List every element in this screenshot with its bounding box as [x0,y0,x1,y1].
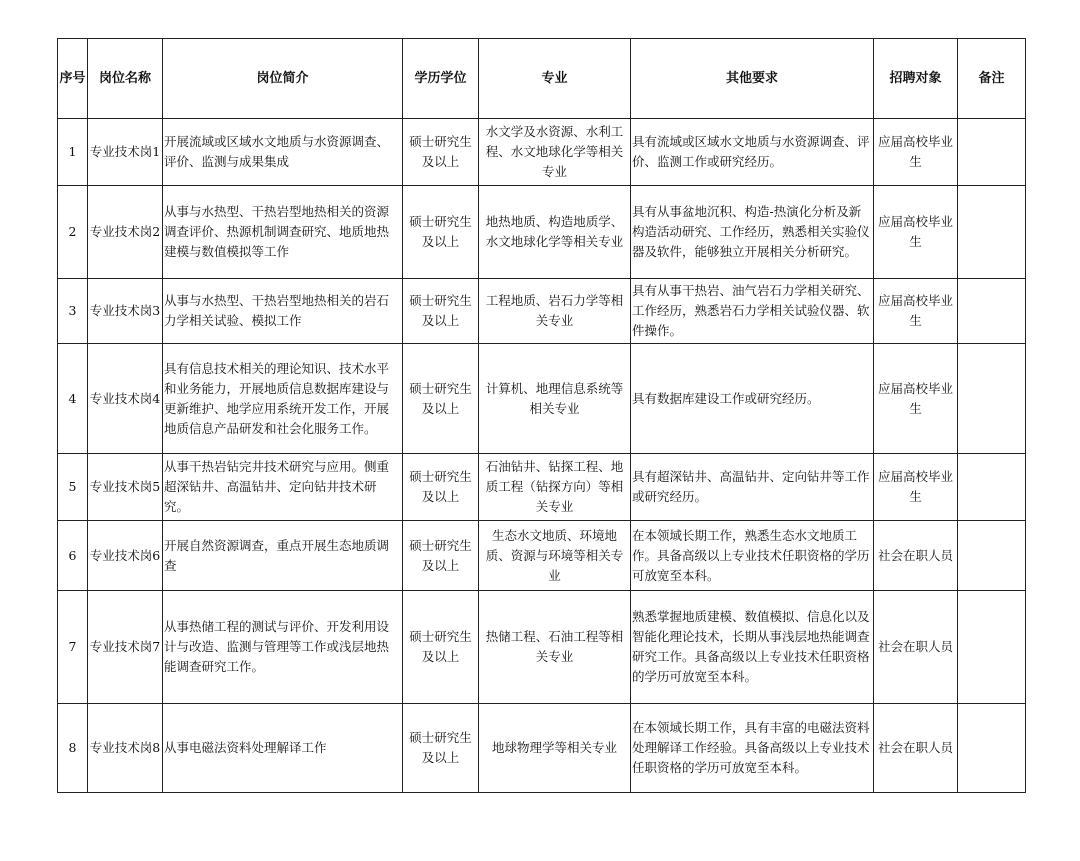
cell-note [958,454,1026,521]
cell-intro: 从事热储工程的测试与评价、开发利用设计与改造、监测与管理等工作或浅层地热能调查研究工作。 [163,591,403,704]
cell-seq: 5 [58,454,88,521]
cell-note [958,186,1026,279]
cell-degree: 硕士研究生及以上 [403,344,479,454]
cell-major: 生态水文地质、环境地质、资源与环境等相关专业 [479,521,631,591]
header-intro: 岗位简介 [163,39,403,119]
cell-major: 地热地质、构造地质学、水文地球化学等相关专业 [479,186,631,279]
cell-intro: 从事与水热型、干热岩型地热相关的岩石力学相关试验、模拟工作 [163,279,403,344]
cell-target: 应届高校毕业生 [874,454,958,521]
cell-post: 专业技术岗7 [88,591,163,704]
cell-note [958,119,1026,186]
table-row [58,704,1026,793]
cell-seq: 7 [58,591,88,704]
cell-post: 专业技术岗3 [88,279,163,344]
cell-other: 在本领域长期工作，熟悉生态水文地质工作。具备高级以上专业技术任职资格的学历可放宽至本科。 [631,521,874,591]
cell-other: 具有超深钻井、高温钻井、定向钻井等工作或研究经历。 [631,454,874,521]
cell-note [958,704,1026,793]
cell-other: 熟悉掌握地质建模、数值模拟、信息化以及智能化理论技术，长期从事浅层地热能调查研究工作。具备高级以上专业技术任职资格的学历可放宽至本科。 [631,591,874,704]
cell-degree: 硕士研究生及以上 [403,186,479,279]
table-row [58,591,1026,704]
cell-post: 专业技术岗4 [88,344,163,454]
cell-major: 石油钻井、钻探工程、地质工程（钻探方向）等相关专业 [479,454,631,521]
cell-other: 具有流域或区域水文地质与水资源调查、评价、监测工作或研究经历。 [631,119,874,186]
cell-intro: 开展自然资源调查，重点开展生态地质调查 [163,521,403,591]
table-row [58,344,1026,454]
cell-major: 工程地质、岩石力学等相关专业 [479,279,631,344]
cell-degree: 硕士研究生及以上 [403,521,479,591]
cell-seq: 2 [58,186,88,279]
cell-post: 专业技术岗1 [88,119,163,186]
table-row [58,119,1026,186]
cell-target: 社会在职人员 [874,591,958,704]
cell-major: 地球物理学等相关专业 [479,704,631,793]
cell-seq: 4 [58,344,88,454]
cell-seq: 3 [58,279,88,344]
cell-intro: 从事电磁法资料处理解译工作 [163,704,403,793]
cell-target: 应届高校毕业生 [874,119,958,186]
cell-seq: 6 [58,521,88,591]
cell-intro: 从事与水热型、干热岩型地热相关的资源调查评价、热源机制调查研究、地质地热建模与数值模拟等工作 [163,186,403,279]
cell-target: 应届高校毕业生 [874,186,958,279]
cell-post: 专业技术岗5 [88,454,163,521]
recruitment-table [57,38,1026,793]
cell-target: 应届高校毕业生 [874,344,958,454]
table-row [58,454,1026,521]
cell-post: 专业技术岗6 [88,521,163,591]
cell-note [958,279,1026,344]
cell-other: 在本领域长期工作，具有丰富的电磁法资料处理解译工作经验。具备高级以上专业技术任职资格的学历可放宽至本科。 [631,704,874,793]
header-note: 备注 [958,39,1026,119]
cell-degree: 硕士研究生及以上 [403,279,479,344]
table-row [58,186,1026,279]
cell-target: 社会在职人员 [874,704,958,793]
cell-post: 专业技术岗2 [88,186,163,279]
table-row [58,521,1026,591]
cell-degree: 硕士研究生及以上 [403,591,479,704]
cell-degree: 硕士研究生及以上 [403,119,479,186]
header-other: 其他要求 [631,39,874,119]
cell-other: 具有从事盆地沉积、构造-热演化分析及新构造活动研究、工作经历，熟悉相关实验仪器及软件，能够独立开展相关分析研究。 [631,186,874,279]
cell-seq: 8 [58,704,88,793]
header-degree: 学历学位 [403,39,479,119]
cell-major: 水文学及水资源、水利工程、水文地球化学等相关专业 [479,119,631,186]
cell-intro: 开展流域或区域水文地质与水资源调查、评价、监测与成果集成 [163,119,403,186]
header-target: 招聘对象 [874,39,958,119]
cell-other: 具有从事干热岩、油气岩石力学相关研究、工作经历，熟悉岩石力学相关试验仪器、软件操作。 [631,279,874,344]
cell-post: 专业技术岗8 [88,704,163,793]
cell-major: 计算机、地理信息系统等相关专业 [479,344,631,454]
cell-intro: 具有信息技术相关的理论知识、技术水平和业务能力，开展地质信息数据库建设与更新维护、地学应用系统开发工作，开展地质信息产品研发和社会化服务工作。 [163,344,403,454]
table-header-row [58,39,1026,119]
cell-other: 具有数据库建设工作或研究经历。 [631,344,874,454]
cell-note [958,344,1026,454]
cell-note [958,521,1026,591]
cell-note [958,591,1026,704]
cell-target: 应届高校毕业生 [874,279,958,344]
table-row [58,279,1026,344]
cell-degree: 硕士研究生及以上 [403,704,479,793]
header-major: 专业 [479,39,631,119]
header-post: 岗位名称 [88,39,163,119]
cell-degree: 硕士研究生及以上 [403,454,479,521]
cell-target: 社会在职人员 [874,521,958,591]
cell-major: 热储工程、石油工程等相关专业 [479,591,631,704]
header-seq: 序号 [58,39,88,119]
cell-intro: 从事干热岩钻完井技术研究与应用。侧重超深钻井、高温钻井、定向钻井技术研究。 [163,454,403,521]
cell-seq: 1 [58,119,88,186]
